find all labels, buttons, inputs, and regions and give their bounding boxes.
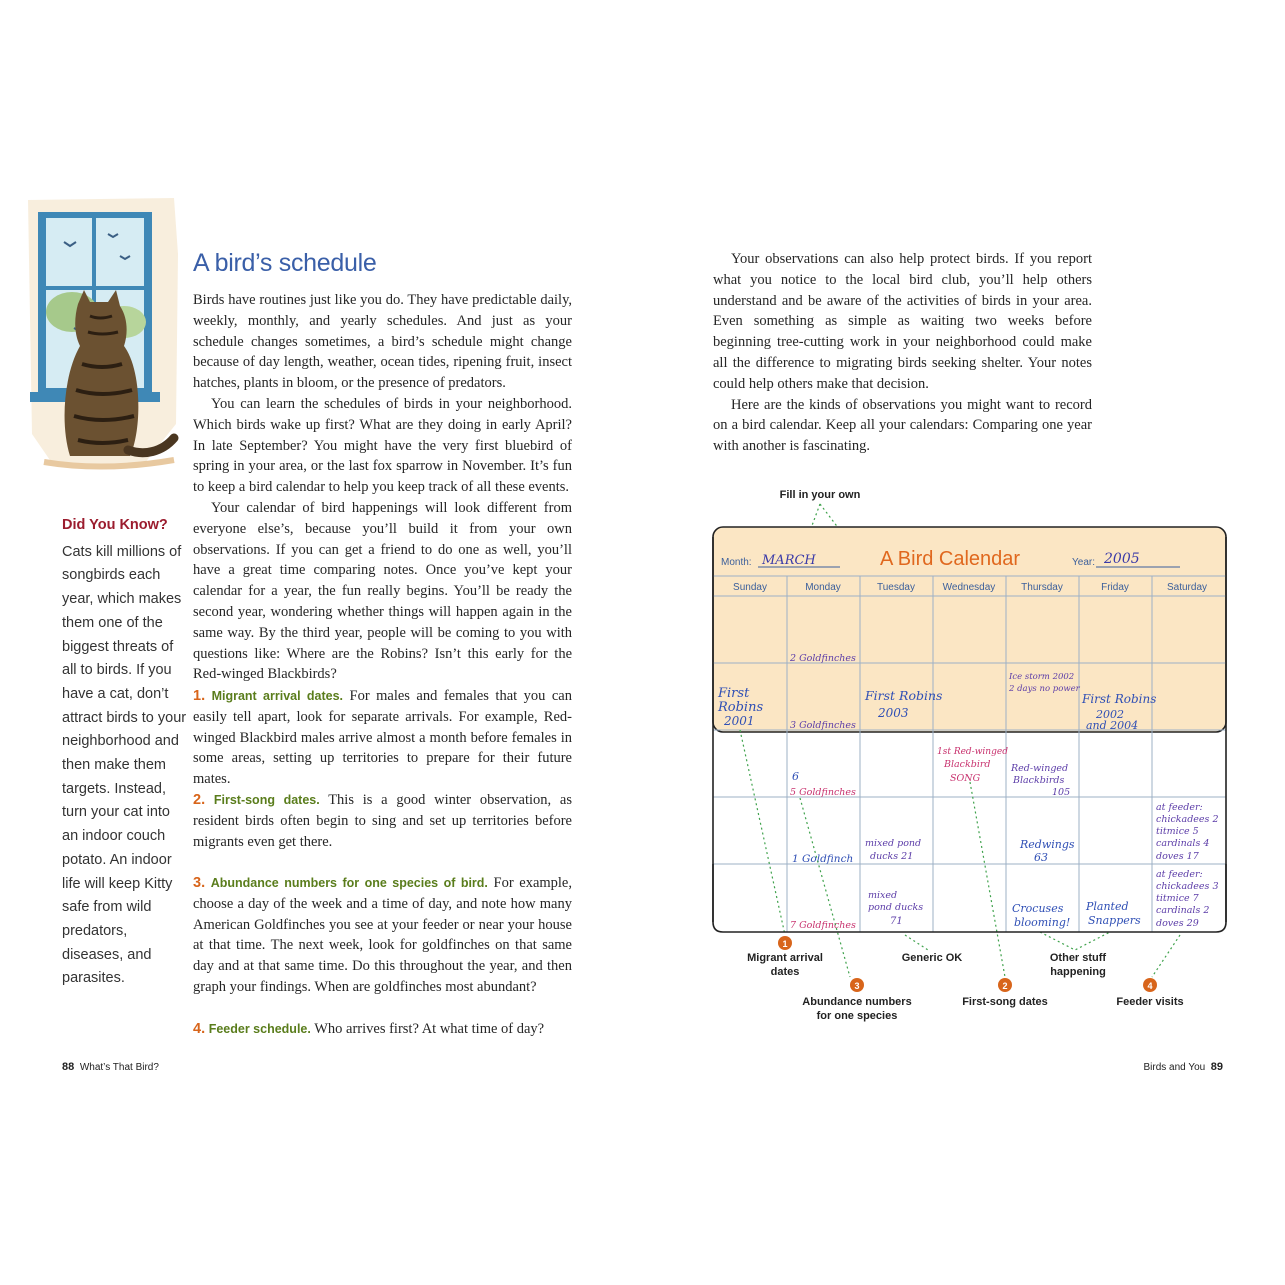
item-label: First-song dates. bbox=[213, 793, 320, 807]
calendar-entry: mixed bbox=[868, 890, 898, 901]
callout-label: Other stuff bbox=[1049, 952, 1107, 964]
calendar-entry: Redwings bbox=[1020, 838, 1075, 851]
callout-label: First-song dates bbox=[962, 996, 1048, 1008]
calendar-entry: 6 bbox=[792, 770, 799, 783]
calendar-entry: 2003 bbox=[878, 706, 909, 720]
calendar-entry: 105 bbox=[1052, 787, 1071, 798]
day-header: Tuesday bbox=[877, 582, 915, 593]
calendar-entry: cardinals 2 bbox=[1156, 905, 1210, 916]
calendar-entry: 1 Goldfinch bbox=[792, 853, 854, 865]
callout-label: Feeder visits bbox=[1116, 996, 1184, 1008]
item-number: 1. bbox=[193, 688, 206, 704]
calendar-entry: cardinals 4 bbox=[1156, 838, 1210, 849]
day-header: Monday bbox=[805, 582, 841, 593]
sidebar-title: Did You Know? bbox=[62, 517, 168, 533]
item-number: 2. bbox=[193, 792, 206, 808]
callout-label: happening bbox=[1050, 966, 1106, 978]
calendar-entry: Red-winged bbox=[1011, 763, 1069, 774]
callout-fill-in: Fill in your own bbox=[779, 489, 861, 501]
calendar-entry: Ice storm 2002 bbox=[1009, 672, 1075, 682]
callout-number: 2 bbox=[1002, 981, 1008, 991]
callout-number: 1 bbox=[782, 939, 788, 949]
calendar-entry: Crocuses bbox=[1012, 902, 1064, 915]
callout-label: Generic OK bbox=[901, 952, 963, 964]
paragraph: Here are the kinds of observations you might want to record on a bird calendar. Keep all your calendars: Comparing one year with another is fascinating. bbox=[713, 396, 1092, 455]
month-value: MARCH bbox=[762, 553, 816, 568]
item-text: This is a good winter observation, as resident birds often begin to sing and set up territories before migrants even get there. bbox=[193, 792, 572, 850]
calendar-entry: 2002 bbox=[1096, 708, 1124, 721]
page-number: 89 bbox=[1210, 1061, 1223, 1073]
left-body-text bbox=[193, 290, 572, 685]
calendar-entry: Planted bbox=[1086, 900, 1129, 913]
callout-label: Migrant arrival bbox=[747, 952, 823, 964]
callout-number: 3 bbox=[854, 981, 860, 991]
callout-number: 4 bbox=[1147, 981, 1153, 991]
list-item-first-song bbox=[193, 790, 572, 852]
day-header: Friday bbox=[1101, 582, 1129, 593]
paragraph: You can learn the schedules of birds in your neighborhood. Which birds wake up first? What are they doing in early April? In late September? You might have the very first bluebird of spring in your area, or the last fox sparrow in November. It’s fun to keep a bird calendar to help you keep track of all these events. bbox=[193, 395, 572, 496]
item-label: Migrant arrival dates. bbox=[211, 689, 344, 703]
calendar-entry: 2001 bbox=[724, 714, 755, 728]
calendar-entry: at feeder: bbox=[1156, 869, 1203, 880]
calendar-entry: First Robins bbox=[865, 688, 943, 703]
item-number: 3. bbox=[193, 875, 206, 891]
calendar-entry: ducks 21 bbox=[870, 851, 914, 862]
calendar-entry: 5 Goldfinches bbox=[790, 787, 856, 798]
calendar-entry: pond ducks bbox=[868, 902, 924, 913]
list-item-feeder bbox=[193, 1019, 572, 1040]
footer-right bbox=[1143, 1061, 1223, 1073]
calendar-entry: doves 17 bbox=[1156, 851, 1199, 862]
calendar-entry: doves 29 bbox=[1156, 918, 1199, 929]
calendar-entry: titmice 5 bbox=[1156, 826, 1199, 837]
page-title: A bird’s schedule bbox=[193, 249, 377, 277]
item-label: Feeder schedule. bbox=[208, 1022, 311, 1036]
calendar-entry: Blackbird bbox=[944, 759, 991, 770]
calendar-entry: Robins bbox=[718, 700, 764, 715]
calendar-entry: at feeder: bbox=[1156, 802, 1203, 813]
day-header: Saturday bbox=[1166, 582, 1208, 593]
list-item-migrant bbox=[193, 686, 572, 790]
calendar-entry: chickadees 2 bbox=[1156, 814, 1219, 825]
calendar-entry: SONG bbox=[950, 773, 981, 784]
calendar-entry: 3 Goldfinches bbox=[790, 720, 856, 731]
calendar-entry: titmice 7 bbox=[1156, 893, 1199, 904]
callout-label: dates bbox=[770, 966, 800, 978]
calendar-entry: First bbox=[718, 686, 750, 701]
running-head: What’s That Bird? bbox=[79, 1062, 159, 1073]
day-header: Wednesday bbox=[942, 582, 996, 593]
item-number: 4. bbox=[193, 1021, 206, 1037]
item-text: Who arrives first? At what time of day? bbox=[310, 1021, 545, 1037]
page-number: 88 bbox=[62, 1061, 75, 1073]
cat-at-window-illustration bbox=[24, 194, 186, 484]
callout-label: for one species bbox=[816, 1010, 898, 1022]
month-label: Month: bbox=[721, 557, 752, 568]
footer-left bbox=[62, 1061, 159, 1073]
did-you-know-sidebar bbox=[62, 514, 187, 991]
right-body-text bbox=[713, 249, 1092, 457]
calendar-entry: chickadees 3 bbox=[1156, 881, 1219, 892]
paragraph: Birds have routines just like you do. They have predictable daily, weekly, monthly, and yearly schedules. And just as your schedule changes sometimes, a bird’s schedule might change because of day length, weather, ocean tides, ripening fruit, insect hatches, plants in bloom, or the presence of predators. bbox=[193, 292, 572, 392]
year-value: 2005 bbox=[1104, 551, 1140, 567]
callout-label: Abundance numbers bbox=[802, 996, 912, 1008]
year-label: Year: bbox=[1072, 557, 1095, 568]
calendar-entry: 71 bbox=[890, 916, 903, 927]
list-item-abundance bbox=[193, 873, 572, 998]
running-head: Birds and You bbox=[1143, 1062, 1206, 1073]
calendar-entry: blooming! bbox=[1014, 916, 1071, 929]
day-header: Thursday bbox=[1021, 582, 1063, 593]
paragraph: Your observations can also help protect birds. If you report what you notice to the local bird club, you’ll help others understand and be aware of the activities of birds in your area. Even something as simple as waiting two weeks before beginning tree-cutting work in your neighborhood could make all the difference to migrating birds seeking shelter. Your notes could help others make that decision. bbox=[713, 251, 1092, 392]
calendar-entry: 2 Goldfinches bbox=[790, 653, 856, 664]
calendar-entry: 1st Red-winged bbox=[937, 747, 1008, 757]
calendar-title: A Bird Calendar bbox=[880, 548, 1021, 570]
calendar-entry: 2 days no power bbox=[1009, 684, 1080, 694]
paragraph: Your calendar of bird happenings will look different from everyone else’s, because you’ll build it from your own observations. If you can get a friend to do one as well, you’ll have a great time comparing notes. Once you’ve kept your calendar for a year, the fun really begins. You’ll be ready the second year, wondering whether things will happen again in the same way. By the third year, people will be coming to you with questions like: Where are the Robins? Isn’t this early for the Red-winged Blackbirds? bbox=[193, 499, 572, 683]
bird-calendar-figure bbox=[700, 480, 1260, 1040]
calendar-entry: First Robins bbox=[1082, 692, 1157, 706]
calendar-entry: and 2004 bbox=[1086, 719, 1139, 732]
calendar-entry: Snappers bbox=[1088, 914, 1141, 927]
day-header: Sunday bbox=[733, 582, 767, 593]
calendar-entry: 7 Goldfinches bbox=[790, 920, 856, 931]
sidebar-text: Cats kill millions of songbirds each year, which makes them one of the biggest threats of all to birds. If you have a cat, don’t attract birds to your neighborhood and then make them targets. Instead, turn your cat into an indoor couch potato. An indoor life will keep Kitty safe from wild predators, diseases, and parasites. bbox=[62, 543, 187, 987]
item-text: For example, choose a day of the week and a time of day, and note how many American Goldfinches you see at your feeder or near your house at that time. The next week, look for goldfinches on that same day and at that same time. Do this throughout the year, and then graph your findings. When are goldfinches most abundant? bbox=[193, 875, 572, 995]
item-label: Abundance numbers for one species of bird. bbox=[210, 876, 488, 890]
calendar-entry: 63 bbox=[1034, 851, 1048, 864]
calendar-entry: Blackbirds bbox=[1013, 775, 1065, 786]
calendar-entry: mixed pond bbox=[865, 838, 922, 849]
item-text: For males and females that you can easily tell apart, look for separate arrivals. For example, Red-winged Blackbird males arrive almost a month before females in some areas, setting up territories to prepare for their future mates. bbox=[193, 688, 572, 788]
